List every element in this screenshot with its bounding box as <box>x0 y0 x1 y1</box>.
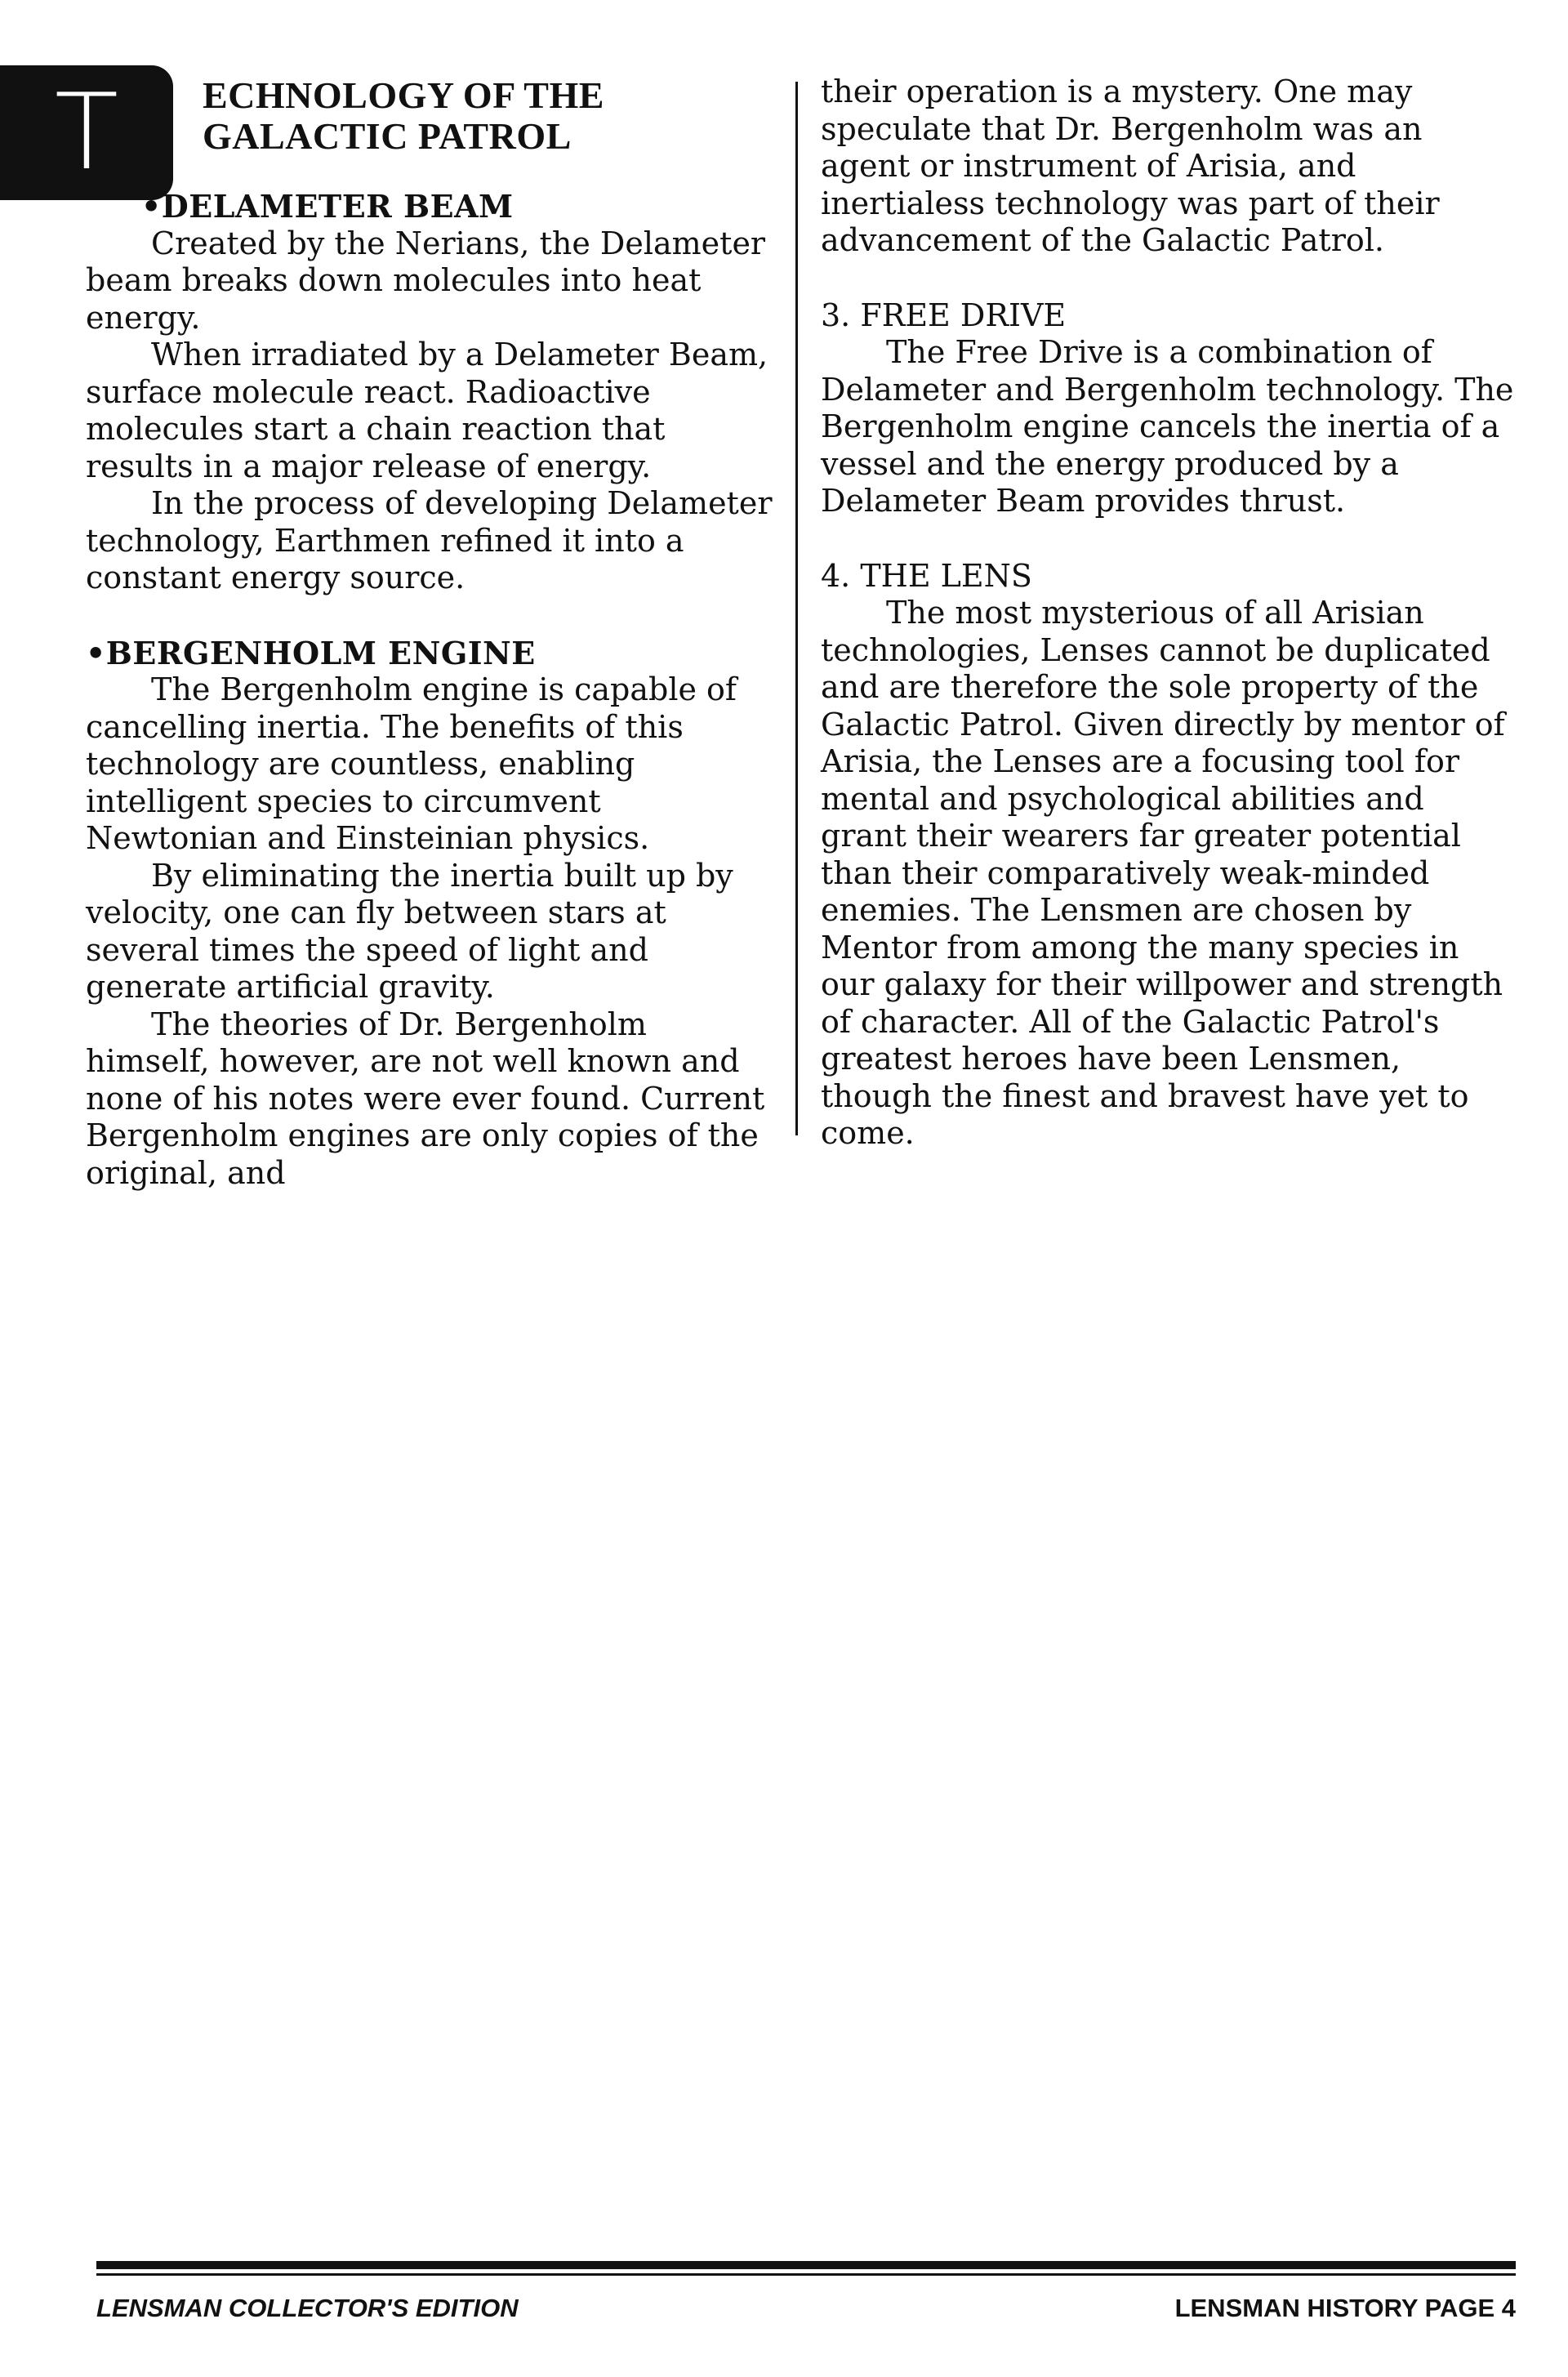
bergenholm-paragraph-1: The Bergenholm engine is capable of cancelling inertia. The benefits of this technology are countless, enabling intelligent species to circumvent Newtonian and Einsteinian physics. <box>86 671 737 856</box>
right-column <box>821 74 1515 1153</box>
delameter-paragraph-3: In the process of developing Delameter technology, Earthmen refined it into a constant energy source. <box>86 485 773 595</box>
footer-rule-thick <box>96 2261 1516 2269</box>
bergenholm-paragraph-3: The theories of Dr. Bergenholm himself, however, are not well known and none of his notes were ever found. Current Bergenholm engines are only copies of the original, and <box>86 1006 765 1191</box>
bergenholm-paragraph-2: By eliminating the inertia built up by velocity, one can fly between stars at several times the speed of light and generate artificial gravity. <box>86 857 733 1005</box>
column-divider <box>795 82 798 1135</box>
footer-rule-thin <box>96 2273 1516 2276</box>
continued-paragraph: their operation is a mystery. One may speculate that Dr. Bergenholm was an agent or instrument of Arisia, and inertialess technology was part of their advancement of the Galactic Patrol. <box>821 74 1440 258</box>
footer-page-label: LENSMAN HISTORY PAGE 4 <box>1174 2294 1516 2322</box>
delameter-paragraph-2: When irradiated by a Delameter Beam, surface molecule react. Radioactive molecules start a chain reaction that results in a major release of energy. <box>86 337 768 484</box>
title-line-1: ECHNOLOGY OF THE <box>203 74 604 116</box>
lens-paragraph: The most mysterious of all Arisian technologies, Lenses cannot be duplicated and are therefore the sole property of the Galactic Patrol. Given directly by mentor of Arisia, the Lenses are a focusing tool for mental and psychological abilities and grant their wearers far greater potential than their comparatively weak-minded enemies. The Lensmen are chosen by Mentor from among the many species in our galaxy for their willpower and strength of character. All of the Galactic Patrol's greatest heroes have been Lensmen, though the finest and bravest have yet to come. <box>821 595 1505 1151</box>
drop-cap-letter: T <box>0 65 173 200</box>
footer-edition: LENSMAN COLLECTOR'S EDITION <box>96 2294 519 2322</box>
bergenholm-heading: •BERGENHOLM ENGINE <box>86 634 536 671</box>
page-title <box>203 75 604 157</box>
free-drive-heading: 3. FREE DRIVE <box>821 297 1067 333</box>
delameter-heading: •DELAMETER BEAM <box>141 188 514 225</box>
delameter-paragraph-1: Created by the Nerians, the Delameter beam breaks down molecules into heat energy. <box>86 225 766 336</box>
lens-heading: 4. THE LENS <box>821 557 1032 594</box>
left-column <box>86 188 780 1192</box>
free-drive-paragraph: The Free Drive is a combination of Delameter and Bergenholm technology. The Bergenholm engine cancels the inertia of a vessel and the energy produced by a Delameter Beam provides thrust. <box>821 334 1514 519</box>
title-line-2: GALACTIC PATROL <box>203 115 572 157</box>
